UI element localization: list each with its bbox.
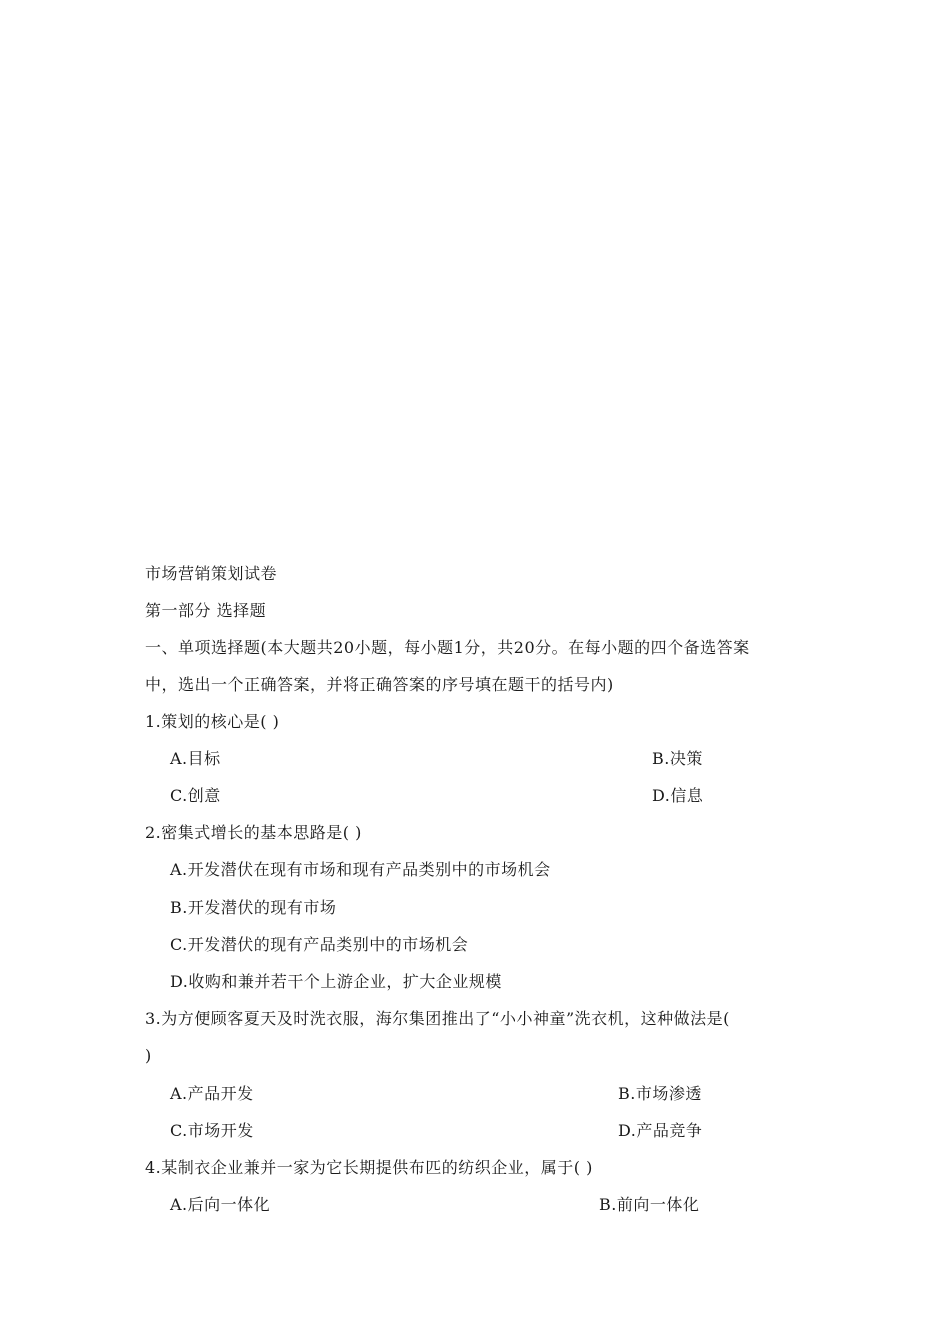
question-2-option-d: D.收购和兼并若干个上游企业，扩大企业规模 — [170, 972, 502, 991]
question-1-option-d: D.信息 — [652, 786, 704, 805]
question-3-option-c: C.市场开发 — [170, 1121, 254, 1140]
question-4-stem: 4.某制衣企业兼并一家为它长期提供布匹的纺织企业，属于( ) — [145, 1158, 593, 1177]
question-3-stem-line-2: ) — [145, 1046, 152, 1065]
question-1-option-c: C.创意 — [170, 786, 221, 805]
question-2-stem: 2.密集式增长的基本思路是( ) — [145, 823, 362, 842]
question-1-option-a: A.目标 — [170, 749, 221, 768]
question-1-stem: 1.策划的核心是( ) — [145, 712, 280, 731]
part-heading: 第一部分 选择题 — [145, 601, 267, 620]
question-3-option-a: A.产品开发 — [170, 1084, 254, 1103]
question-2-option-c: C.开发潜伏的现有产品类别中的市场机会 — [170, 935, 469, 954]
question-2-option-b: B.开发潜伏的现有市场 — [170, 898, 337, 917]
exam-title: 市场营销策划试卷 — [145, 564, 278, 583]
question-1-option-b: B.决策 — [652, 749, 703, 768]
question-4-option-a: A.后向一体化 — [170, 1195, 271, 1214]
instructions-line-2: 中，选出一个正确答案，并将正确答案的序号填在题干的括号内) — [145, 675, 614, 694]
question-3-option-b: B.市场渗透 — [618, 1084, 702, 1103]
question-4-option-b: B.前向一体化 — [599, 1195, 700, 1214]
question-2-option-a: A.开发潜伏在现有市场和现有产品类别中的市场机会 — [170, 860, 551, 879]
question-3-stem-line-1: 3.为方便顾客夏天及时洗衣服，海尔集团推出了“小小神童”洗衣机，这种做法是( — [145, 1009, 730, 1028]
instructions-line-1: 一、单项选择题(本大题共20小题，每小题1分，共20分。在每小题的四个备选答案 — [145, 638, 750, 657]
question-3-option-d: D.产品竞争 — [618, 1121, 703, 1140]
